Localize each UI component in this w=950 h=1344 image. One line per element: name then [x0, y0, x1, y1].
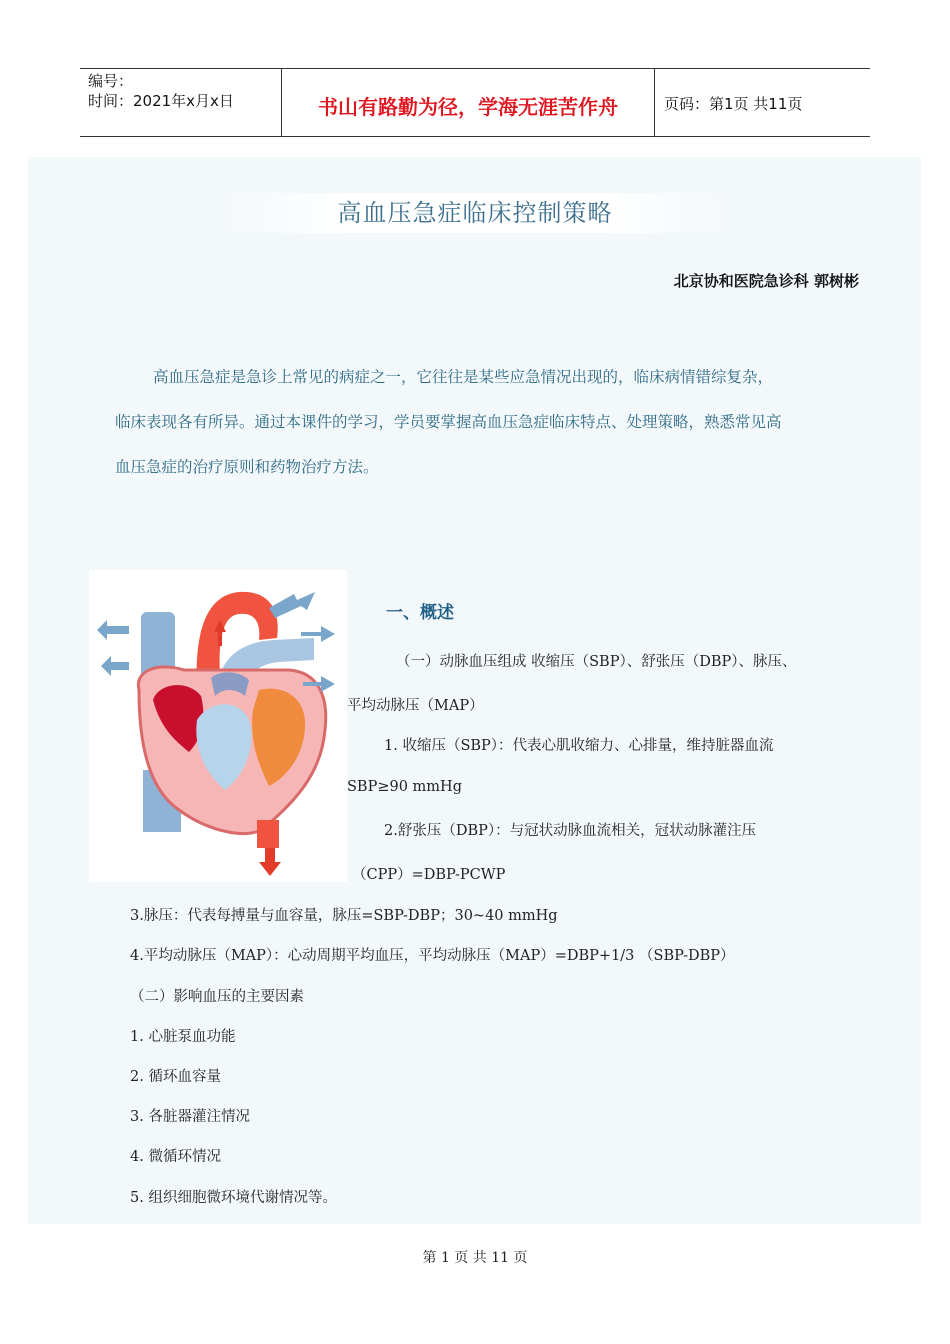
intro-line: 临床表现各有所异。通过本课件的学习，学员要掌握高血压急症临床特点、处理策略，熟悉常见高	[115, 413, 782, 431]
text-line: 3.脉压：代表每搏量与血容量，脉压=SBP-DBP；30~40 mmHg	[130, 908, 558, 924]
list-item: 2. 循环血容量	[130, 1069, 221, 1085]
list-item: 1. 心脏泵血功能	[130, 1029, 236, 1045]
text-line: （二）影响血压的主要因素	[130, 989, 304, 1005]
descending-aorta	[257, 820, 279, 848]
heart-illustration	[89, 570, 347, 882]
text-line: 1. 收缩压（SBP）：代表心肌收缩力、心排量，维持脏器血流	[384, 738, 774, 754]
header-divider	[654, 69, 655, 136]
heart-diagram-image	[89, 570, 347, 882]
section-heading: 一、概述	[386, 603, 454, 623]
header-page-info: 页码：第1页 共11页	[664, 95, 803, 113]
text-line: SBP≥90 mmHg	[347, 779, 462, 795]
number-label: 编号：	[88, 72, 134, 90]
list-item: 5. 组织细胞微环境代谢情况等。	[130, 1190, 337, 1206]
text-line: 平均动脉压（MAP）	[347, 698, 484, 714]
time-label: 时间：2021年x月x日	[88, 92, 234, 110]
page-footer: 第 1 页 共 11 页	[422, 1250, 528, 1266]
text-line: 4.平均动脉压（MAP）：心动周期平均血压，平均动脉压（MAP）=DBP+1/3 （SBP-DBP）	[130, 948, 735, 964]
list-item: 3. 各脏器灌注情况	[130, 1109, 250, 1125]
list-item: 4. 微循环情况	[130, 1149, 221, 1165]
header-motto: 书山有路勤为径，学海无涯苦作舟	[318, 95, 618, 119]
header-meta	[88, 71, 234, 111]
intro-line: 高血压急症是急诊上常见的病症之一，它往往是某些应急情况出现的，临床病情错综复杂，	[153, 368, 774, 386]
page-header	[80, 68, 870, 137]
text-line: 2.舒张压（DBP）：与冠状动脉血流相关，冠状动脉灌注压	[384, 823, 757, 839]
text-line: （一）动脉血压组成 收缩压（SBP）、舒张压（DBP）、脉压、	[396, 654, 797, 670]
author-line: 北京协和医院急诊科 郭树彬	[673, 272, 859, 290]
intro-line: 血压急症的治疗原则和药物治疗方法。	[115, 458, 379, 476]
document-title: 高血压急症临床控制策略	[220, 193, 730, 233]
intro-paragraph	[115, 355, 845, 490]
text-line: （CPP）=DBP-PCWP	[352, 867, 506, 883]
